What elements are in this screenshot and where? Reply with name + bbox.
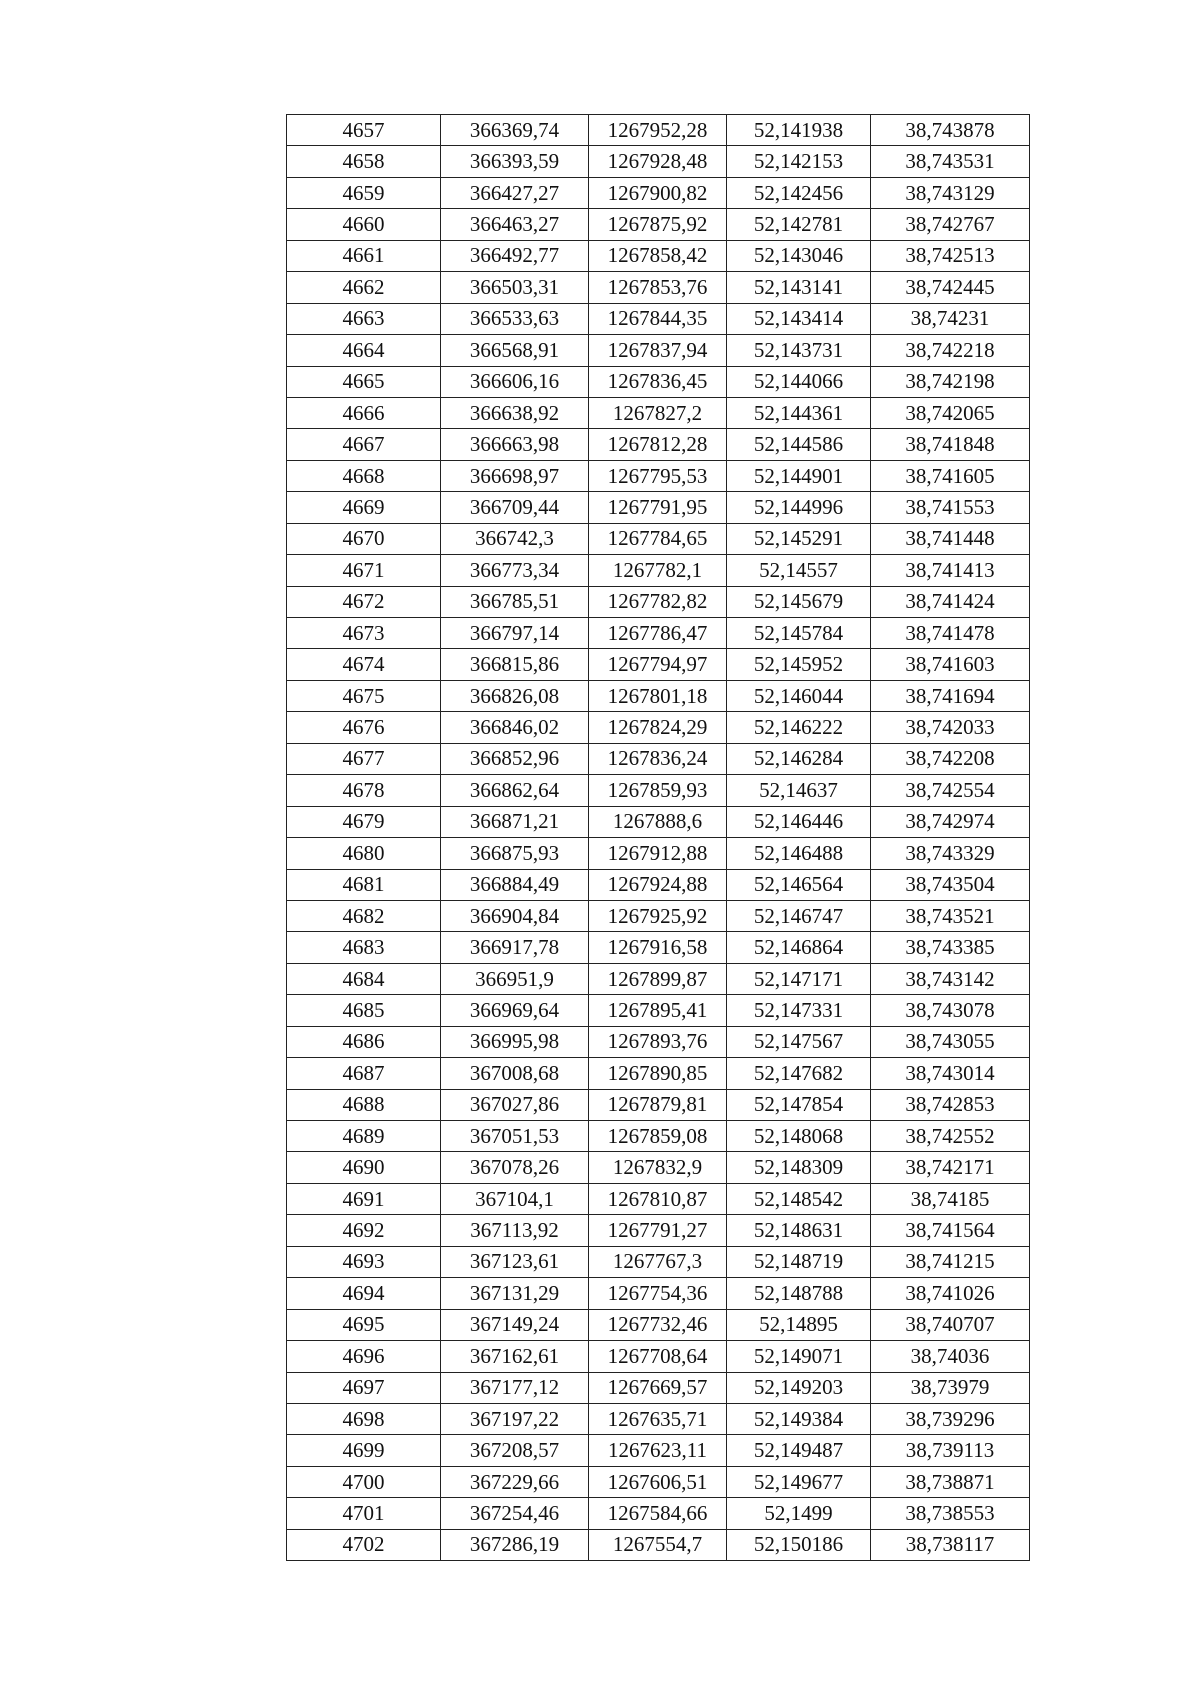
x-coordinate-cell: 366663,98 (441, 429, 589, 460)
table-row (287, 366, 1030, 397)
table-row (287, 649, 1030, 680)
latitude-cell: 52,148542 (727, 1183, 871, 1214)
point-number-cell: 4686 (287, 1026, 441, 1057)
longitude-cell: 38,743078 (871, 995, 1030, 1026)
longitude-cell: 38,738871 (871, 1466, 1030, 1497)
point-number-cell: 4664 (287, 335, 441, 366)
latitude-cell: 52,144901 (727, 460, 871, 491)
latitude-cell: 52,14637 (727, 775, 871, 806)
latitude-cell: 52,142781 (727, 209, 871, 240)
x-coordinate-cell: 367177,12 (441, 1372, 589, 1403)
x-coordinate-cell: 366568,91 (441, 335, 589, 366)
y-coordinate-cell: 1267837,94 (589, 335, 727, 366)
point-number-cell: 4688 (287, 1089, 441, 1120)
table-row (287, 1058, 1030, 1089)
point-number-cell: 4701 (287, 1498, 441, 1529)
table-row (287, 1026, 1030, 1057)
table-row (287, 838, 1030, 869)
point-number-cell: 4693 (287, 1246, 441, 1277)
point-number-cell: 4698 (287, 1403, 441, 1434)
longitude-cell: 38,742033 (871, 712, 1030, 743)
table-row (287, 1372, 1030, 1403)
x-coordinate-cell: 366815,86 (441, 649, 589, 680)
x-coordinate-cell: 366862,64 (441, 775, 589, 806)
longitude-cell: 38,741026 (871, 1278, 1030, 1309)
y-coordinate-cell: 1267836,24 (589, 743, 727, 774)
longitude-cell: 38,741848 (871, 429, 1030, 460)
latitude-cell: 52,146044 (727, 680, 871, 711)
latitude-cell: 52,147854 (727, 1089, 871, 1120)
x-coordinate-cell: 366884,49 (441, 869, 589, 900)
table-row (287, 1089, 1030, 1120)
y-coordinate-cell: 1267895,41 (589, 995, 727, 1026)
longitude-cell: 38,742218 (871, 335, 1030, 366)
longitude-cell: 38,738117 (871, 1529, 1030, 1560)
table-row (287, 1403, 1030, 1434)
longitude-cell: 38,743129 (871, 177, 1030, 208)
longitude-cell: 38,742198 (871, 366, 1030, 397)
x-coordinate-cell: 366698,97 (441, 460, 589, 491)
point-number-cell: 4658 (287, 146, 441, 177)
point-number-cell: 4661 (287, 240, 441, 271)
longitude-cell: 38,742554 (871, 775, 1030, 806)
y-coordinate-cell: 1267890,85 (589, 1058, 727, 1089)
x-coordinate-cell: 367286,19 (441, 1529, 589, 1560)
latitude-cell: 52,146446 (727, 806, 871, 837)
latitude-cell: 52,149203 (727, 1372, 871, 1403)
x-coordinate-cell: 366969,64 (441, 995, 589, 1026)
latitude-cell: 52,148309 (727, 1152, 871, 1183)
latitude-cell: 52,143046 (727, 240, 871, 271)
table-row (287, 240, 1030, 271)
longitude-cell: 38,743531 (871, 146, 1030, 177)
y-coordinate-cell: 1267844,35 (589, 303, 727, 334)
y-coordinate-cell: 1267732,46 (589, 1309, 727, 1340)
y-coordinate-cell: 1267810,87 (589, 1183, 727, 1214)
coordinates-table-body (287, 115, 1030, 1561)
point-number-cell: 4672 (287, 586, 441, 617)
x-coordinate-cell: 367197,22 (441, 1403, 589, 1434)
x-coordinate-cell: 366904,84 (441, 900, 589, 931)
longitude-cell: 38,741564 (871, 1215, 1030, 1246)
table-row (287, 303, 1030, 334)
longitude-cell: 38,742065 (871, 397, 1030, 428)
y-coordinate-cell: 1267925,92 (589, 900, 727, 931)
longitude-cell: 38,743329 (871, 838, 1030, 869)
x-coordinate-cell: 366492,77 (441, 240, 589, 271)
point-number-cell: 4684 (287, 963, 441, 994)
point-number-cell: 4675 (287, 680, 441, 711)
table-row (287, 900, 1030, 931)
table-row (287, 209, 1030, 240)
point-number-cell: 4659 (287, 177, 441, 208)
y-coordinate-cell: 1267791,95 (589, 492, 727, 523)
longitude-cell: 38,74036 (871, 1341, 1030, 1372)
longitude-cell: 38,743014 (871, 1058, 1030, 1089)
table-row (287, 806, 1030, 837)
y-coordinate-cell: 1267754,36 (589, 1278, 727, 1309)
longitude-cell: 38,741553 (871, 492, 1030, 523)
latitude-cell: 52,1499 (727, 1498, 871, 1529)
y-coordinate-cell: 1267900,82 (589, 177, 727, 208)
point-number-cell: 4660 (287, 209, 441, 240)
table-row (287, 869, 1030, 900)
y-coordinate-cell: 1267794,97 (589, 649, 727, 680)
point-number-cell: 4689 (287, 1121, 441, 1152)
table-row (287, 995, 1030, 1026)
point-number-cell: 4674 (287, 649, 441, 680)
point-number-cell: 4665 (287, 366, 441, 397)
longitude-cell: 38,742513 (871, 240, 1030, 271)
table-row (287, 555, 1030, 586)
latitude-cell: 52,146284 (727, 743, 871, 774)
point-number-cell: 4696 (287, 1341, 441, 1372)
table-row (287, 1278, 1030, 1309)
x-coordinate-cell: 366369,74 (441, 115, 589, 146)
point-number-cell: 4681 (287, 869, 441, 900)
y-coordinate-cell: 1267606,51 (589, 1466, 727, 1497)
point-number-cell: 4691 (287, 1183, 441, 1214)
table-row (287, 523, 1030, 554)
y-coordinate-cell: 1267784,65 (589, 523, 727, 554)
x-coordinate-cell: 366427,27 (441, 177, 589, 208)
y-coordinate-cell: 1267623,11 (589, 1435, 727, 1466)
y-coordinate-cell: 1267669,57 (589, 1372, 727, 1403)
latitude-cell: 52,148788 (727, 1278, 871, 1309)
y-coordinate-cell: 1267791,27 (589, 1215, 727, 1246)
y-coordinate-cell: 1267832,9 (589, 1152, 727, 1183)
latitude-cell: 52,147567 (727, 1026, 871, 1057)
y-coordinate-cell: 1267584,66 (589, 1498, 727, 1529)
latitude-cell: 52,149384 (727, 1403, 871, 1434)
point-number-cell: 4685 (287, 995, 441, 1026)
y-coordinate-cell: 1267853,76 (589, 272, 727, 303)
table-row (287, 1529, 1030, 1560)
table-row (287, 397, 1030, 428)
longitude-cell: 38,73979 (871, 1372, 1030, 1403)
latitude-cell: 52,144996 (727, 492, 871, 523)
longitude-cell: 38,741424 (871, 586, 1030, 617)
point-number-cell: 4697 (287, 1372, 441, 1403)
latitude-cell: 52,149071 (727, 1341, 871, 1372)
latitude-cell: 52,148068 (727, 1121, 871, 1152)
point-number-cell: 4673 (287, 618, 441, 649)
x-coordinate-cell: 367104,1 (441, 1183, 589, 1214)
latitude-cell: 52,142153 (727, 146, 871, 177)
x-coordinate-cell: 366846,02 (441, 712, 589, 743)
table-row (287, 586, 1030, 617)
x-coordinate-cell: 366393,59 (441, 146, 589, 177)
longitude-cell: 38,738553 (871, 1498, 1030, 1529)
latitude-cell: 52,143141 (727, 272, 871, 303)
y-coordinate-cell: 1267801,18 (589, 680, 727, 711)
latitude-cell: 52,146488 (727, 838, 871, 869)
table-row (287, 429, 1030, 460)
table-row (287, 177, 1030, 208)
y-coordinate-cell: 1267836,45 (589, 366, 727, 397)
point-number-cell: 4668 (287, 460, 441, 491)
y-coordinate-cell: 1267827,2 (589, 397, 727, 428)
table-row (287, 460, 1030, 491)
x-coordinate-cell: 367229,66 (441, 1466, 589, 1497)
x-coordinate-cell: 366773,34 (441, 555, 589, 586)
latitude-cell: 52,147682 (727, 1058, 871, 1089)
table-row (287, 115, 1030, 146)
x-coordinate-cell: 366852,96 (441, 743, 589, 774)
longitude-cell: 38,742767 (871, 209, 1030, 240)
longitude-cell: 38,742974 (871, 806, 1030, 837)
x-coordinate-cell: 367131,29 (441, 1278, 589, 1309)
latitude-cell: 52,14557 (727, 555, 871, 586)
longitude-cell: 38,743878 (871, 115, 1030, 146)
point-number-cell: 4702 (287, 1529, 441, 1560)
x-coordinate-cell: 366917,78 (441, 932, 589, 963)
x-coordinate-cell: 366871,21 (441, 806, 589, 837)
y-coordinate-cell: 1267879,81 (589, 1089, 727, 1120)
y-coordinate-cell: 1267782,82 (589, 586, 727, 617)
longitude-cell: 38,741605 (871, 460, 1030, 491)
longitude-cell: 38,743521 (871, 900, 1030, 931)
y-coordinate-cell: 1267924,88 (589, 869, 727, 900)
x-coordinate-cell: 367254,46 (441, 1498, 589, 1529)
longitude-cell: 38,742171 (871, 1152, 1030, 1183)
longitude-cell: 38,741448 (871, 523, 1030, 554)
longitude-cell: 38,742445 (871, 272, 1030, 303)
y-coordinate-cell: 1267859,08 (589, 1121, 727, 1152)
latitude-cell: 52,144586 (727, 429, 871, 460)
table-row (287, 492, 1030, 523)
point-number-cell: 4683 (287, 932, 441, 963)
point-number-cell: 4663 (287, 303, 441, 334)
longitude-cell: 38,74185 (871, 1183, 1030, 1214)
longitude-cell: 38,742853 (871, 1089, 1030, 1120)
latitude-cell: 52,149677 (727, 1466, 871, 1497)
x-coordinate-cell: 366742,3 (441, 523, 589, 554)
latitude-cell: 52,150186 (727, 1529, 871, 1560)
y-coordinate-cell: 1267912,88 (589, 838, 727, 869)
longitude-cell: 38,741413 (871, 555, 1030, 586)
table-row (287, 146, 1030, 177)
latitude-cell: 52,148719 (727, 1246, 871, 1277)
latitude-cell: 52,146222 (727, 712, 871, 743)
y-coordinate-cell: 1267859,93 (589, 775, 727, 806)
point-number-cell: 4657 (287, 115, 441, 146)
y-coordinate-cell: 1267893,76 (589, 1026, 727, 1057)
point-number-cell: 4700 (287, 1466, 441, 1497)
y-coordinate-cell: 1267888,6 (589, 806, 727, 837)
y-coordinate-cell: 1267875,92 (589, 209, 727, 240)
latitude-cell: 52,147331 (727, 995, 871, 1026)
longitude-cell: 38,741694 (871, 680, 1030, 711)
point-number-cell: 4677 (287, 743, 441, 774)
longitude-cell: 38,742208 (871, 743, 1030, 774)
latitude-cell: 52,146864 (727, 932, 871, 963)
table-row (287, 1215, 1030, 1246)
y-coordinate-cell: 1267782,1 (589, 555, 727, 586)
y-coordinate-cell: 1267899,87 (589, 963, 727, 994)
x-coordinate-cell: 367113,92 (441, 1215, 589, 1246)
longitude-cell: 38,743504 (871, 869, 1030, 900)
latitude-cell: 52,148631 (727, 1215, 871, 1246)
point-number-cell: 4699 (287, 1435, 441, 1466)
point-number-cell: 4662 (287, 272, 441, 303)
x-coordinate-cell: 366785,51 (441, 586, 589, 617)
y-coordinate-cell: 1267824,29 (589, 712, 727, 743)
point-number-cell: 4694 (287, 1278, 441, 1309)
coordinates-table (286, 114, 1030, 1561)
table-row (287, 775, 1030, 806)
latitude-cell: 52,144361 (727, 397, 871, 428)
longitude-cell: 38,739296 (871, 1403, 1030, 1434)
point-number-cell: 4692 (287, 1215, 441, 1246)
latitude-cell: 52,146564 (727, 869, 871, 900)
longitude-cell: 38,74231 (871, 303, 1030, 334)
table-row (287, 1152, 1030, 1183)
x-coordinate-cell: 367123,61 (441, 1246, 589, 1277)
latitude-cell: 52,143731 (727, 335, 871, 366)
y-coordinate-cell: 1267795,53 (589, 460, 727, 491)
y-coordinate-cell: 1267812,28 (589, 429, 727, 460)
longitude-cell: 38,743142 (871, 963, 1030, 994)
table-row (287, 712, 1030, 743)
table-row (287, 1121, 1030, 1152)
table-row (287, 1183, 1030, 1214)
x-coordinate-cell: 366638,92 (441, 397, 589, 428)
y-coordinate-cell: 1267928,48 (589, 146, 727, 177)
latitude-cell: 52,149487 (727, 1435, 871, 1466)
x-coordinate-cell: 367051,53 (441, 1121, 589, 1152)
longitude-cell: 38,741215 (871, 1246, 1030, 1277)
y-coordinate-cell: 1267786,47 (589, 618, 727, 649)
x-coordinate-cell: 367208,57 (441, 1435, 589, 1466)
point-number-cell: 4687 (287, 1058, 441, 1089)
longitude-cell: 38,741603 (871, 649, 1030, 680)
x-coordinate-cell: 367078,26 (441, 1152, 589, 1183)
x-coordinate-cell: 367027,86 (441, 1089, 589, 1120)
table-row (287, 963, 1030, 994)
x-coordinate-cell: 366709,44 (441, 492, 589, 523)
x-coordinate-cell: 366503,31 (441, 272, 589, 303)
point-number-cell: 4667 (287, 429, 441, 460)
table-row (287, 680, 1030, 711)
point-number-cell: 4680 (287, 838, 441, 869)
x-coordinate-cell: 367162,61 (441, 1341, 589, 1372)
latitude-cell: 52,142456 (727, 177, 871, 208)
latitude-cell: 52,145291 (727, 523, 871, 554)
point-number-cell: 4678 (287, 775, 441, 806)
point-number-cell: 4682 (287, 900, 441, 931)
table-row (287, 618, 1030, 649)
point-number-cell: 4669 (287, 492, 441, 523)
y-coordinate-cell: 1267916,58 (589, 932, 727, 963)
point-number-cell: 4695 (287, 1309, 441, 1340)
x-coordinate-cell: 366533,63 (441, 303, 589, 334)
table-row (287, 1309, 1030, 1340)
latitude-cell: 52,14895 (727, 1309, 871, 1340)
table-row (287, 1341, 1030, 1372)
point-number-cell: 4666 (287, 397, 441, 428)
table-row (287, 1246, 1030, 1277)
latitude-cell: 52,145952 (727, 649, 871, 680)
y-coordinate-cell: 1267635,71 (589, 1403, 727, 1434)
latitude-cell: 52,144066 (727, 366, 871, 397)
latitude-cell: 52,145679 (727, 586, 871, 617)
latitude-cell: 52,147171 (727, 963, 871, 994)
longitude-cell: 38,739113 (871, 1435, 1030, 1466)
y-coordinate-cell: 1267554,7 (589, 1529, 727, 1560)
y-coordinate-cell: 1267952,28 (589, 115, 727, 146)
y-coordinate-cell: 1267708,64 (589, 1341, 727, 1372)
x-coordinate-cell: 366797,14 (441, 618, 589, 649)
x-coordinate-cell: 366606,16 (441, 366, 589, 397)
point-number-cell: 4679 (287, 806, 441, 837)
table-row (287, 743, 1030, 774)
x-coordinate-cell: 366826,08 (441, 680, 589, 711)
table-row (287, 1498, 1030, 1529)
longitude-cell: 38,743055 (871, 1026, 1030, 1057)
longitude-cell: 38,743385 (871, 932, 1030, 963)
point-number-cell: 4676 (287, 712, 441, 743)
x-coordinate-cell: 366995,98 (441, 1026, 589, 1057)
longitude-cell: 38,742552 (871, 1121, 1030, 1152)
table-row (287, 1466, 1030, 1497)
latitude-cell: 52,143414 (727, 303, 871, 334)
table-row (287, 272, 1030, 303)
x-coordinate-cell: 366951,9 (441, 963, 589, 994)
table-row (287, 335, 1030, 366)
y-coordinate-cell: 1267858,42 (589, 240, 727, 271)
x-coordinate-cell: 367008,68 (441, 1058, 589, 1089)
x-coordinate-cell: 366463,27 (441, 209, 589, 240)
longitude-cell: 38,741478 (871, 618, 1030, 649)
y-coordinate-cell: 1267767,3 (589, 1246, 727, 1277)
x-coordinate-cell: 366875,93 (441, 838, 589, 869)
table-row (287, 932, 1030, 963)
table-row (287, 1435, 1030, 1466)
longitude-cell: 38,740707 (871, 1309, 1030, 1340)
point-number-cell: 4690 (287, 1152, 441, 1183)
latitude-cell: 52,141938 (727, 115, 871, 146)
latitude-cell: 52,146747 (727, 900, 871, 931)
point-number-cell: 4671 (287, 555, 441, 586)
x-coordinate-cell: 367149,24 (441, 1309, 589, 1340)
latitude-cell: 52,145784 (727, 618, 871, 649)
point-number-cell: 4670 (287, 523, 441, 554)
